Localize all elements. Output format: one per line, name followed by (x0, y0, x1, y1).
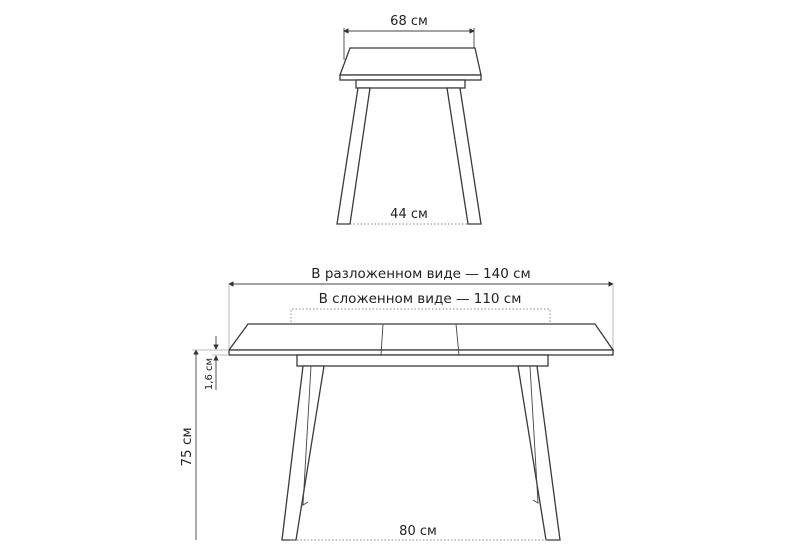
extended-length-label: В разложенном виде — 140 см (311, 266, 531, 282)
leg-right (518, 366, 560, 540)
leg-right (447, 88, 481, 224)
leg-left (337, 88, 370, 224)
thickness-label: 1,6 см (204, 357, 215, 391)
tabletop-edge (340, 75, 481, 80)
tabletop (229, 324, 613, 350)
apron (297, 355, 548, 366)
leg-left (282, 366, 324, 540)
tabletop-edge (229, 350, 613, 355)
front-view-table (179, 266, 613, 540)
height-label: 75 см (179, 427, 195, 467)
tabletop (340, 48, 481, 75)
apron (356, 80, 465, 88)
folded-length-label: В сложенном виде — 110 см (318, 291, 522, 307)
width-label: 68 см (390, 14, 428, 29)
leg-span-label: 80 см (399, 524, 437, 539)
folded-dimension-line (291, 309, 550, 322)
side-view-table (337, 14, 481, 224)
leg-span-label: 44 см (390, 207, 428, 222)
